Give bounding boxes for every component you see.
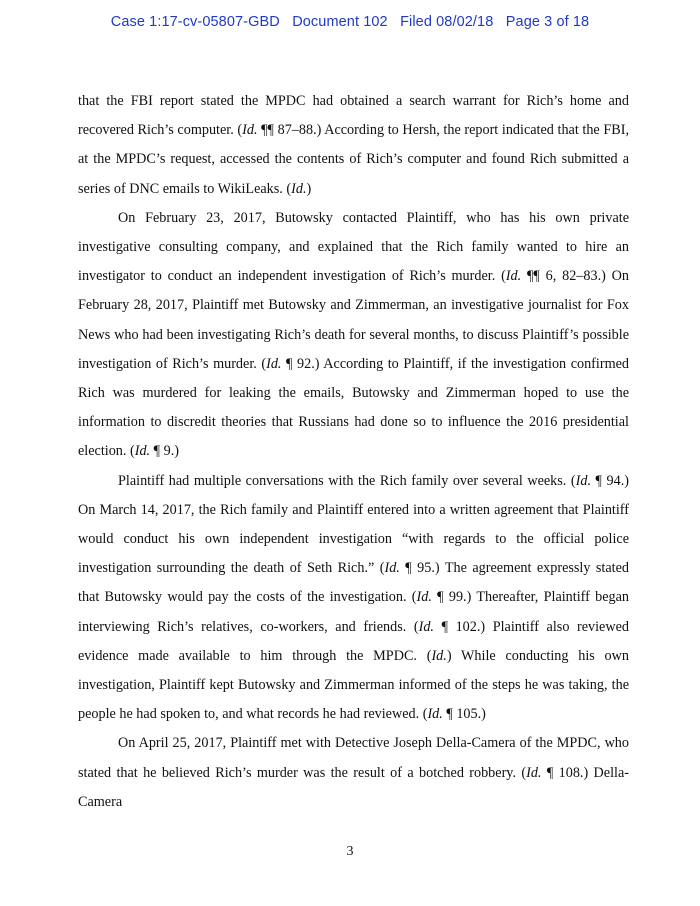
text-run: On April 25, 2017, Plaintiff met with Detective Joseph Della-Camera of the MPDC, who stated that he believed Rich’s murder was the result of a botched robbery. ( xyxy=(78,735,629,781)
text-run: ) While conducting his own investigation, Plaintiff kept Butowsky and Zimmerman informed of the steps he was taking, the people he had spoken to, and what records he had reviewed. ( xyxy=(78,647,629,723)
citation-id: Id. xyxy=(266,355,282,372)
citation-id: Id. xyxy=(416,589,432,606)
text-run: ) xyxy=(306,180,312,197)
paragraph-april-meeting xyxy=(78,729,629,817)
citation-id: Id. xyxy=(291,180,307,197)
citation-id: Id. xyxy=(134,443,151,460)
text-run: ¶ 92.) According to Plaintiff, if the investigation confirmed Rich was murdered for leaking the emails, Butowsky and Zimmerman hoped to use the information to discredit theories that Russians had done so to influence the 2016 presidential election. ( xyxy=(78,355,630,460)
text-run: that the FBI report stated the MPDC had obtained a search warrant for Rich’s home and recovered Rich’s computer. ( xyxy=(78,93,629,139)
paragraph-february-meeting xyxy=(78,204,629,467)
text-run: ¶ 95.) The agreement expressly stated that Butowsky would pay the costs of the investigation. ( xyxy=(78,560,629,606)
text-run: Plaintiff had multiple conversations with the Rich family over several weeks. ( xyxy=(118,472,576,489)
text-run: ¶¶ 6, 82–83.) On February 28, 2017, Plaintiff met Butowsky and Zimmerman, an investigative journalist for Fox News who had been investigating Rich’s death for several months, to discuss Plaintiff’s possible investigation of Rich’s murder. ( xyxy=(78,268,629,372)
page-number: 3 xyxy=(346,844,354,859)
paragraph-continuation xyxy=(78,87,629,204)
paragraph-agreement xyxy=(78,467,629,730)
citation-id: Id. xyxy=(242,122,258,139)
document-body xyxy=(78,87,629,817)
text-run: ¶ 94.) On March 14, 2017, the Rich family and Plaintiff entered into a written agreement that Plaintiff would conduct his own independent investigation “with regards to the official police investigation surrounding the death of Seth Rich.” ( xyxy=(78,472,629,577)
citation-id: Id. xyxy=(505,268,522,285)
citation-id: Id. xyxy=(431,647,447,664)
text-run: ¶ 105.) xyxy=(442,706,486,723)
citation-id: Id. xyxy=(575,472,591,489)
case-header: Case 1:17-cv-05807-GBD Document 102 Filed 08/02/18 Page 3 of 18 xyxy=(110,14,590,30)
citation-id: Id. xyxy=(418,618,434,635)
citation-id: Id. xyxy=(384,560,400,577)
text-run: On February 23, 2017, Butowsky contacted Plaintiff, who has his own private investigative consulting company, and explained that the Rich family wanted to hire an investigator to conduct an independent investigation of Rich’s murder. ( xyxy=(78,209,629,285)
text-run: ¶ 108.) Della-Camera xyxy=(78,764,629,810)
text-run: ¶ 102.) Plaintiff also reviewed evidence made available to him through the MPDC. ( xyxy=(78,618,629,664)
text-run: ¶ 9.) xyxy=(150,443,179,460)
text-run: ¶¶ 87–88.) According to Hersh, the report indicated that the FBI, at the MPDC’s request, accessed the contents of Rich’s computer and found Rich submitted a series of DNC emails to WikiLeaks. ( xyxy=(78,122,629,197)
citation-id: Id. xyxy=(526,764,542,781)
text-run: ¶ 99.) Thereafter, Plaintiff began interviewing Rich’s relatives, co-workers, and friends. ( xyxy=(78,589,629,635)
citation-id: Id. xyxy=(427,706,443,723)
